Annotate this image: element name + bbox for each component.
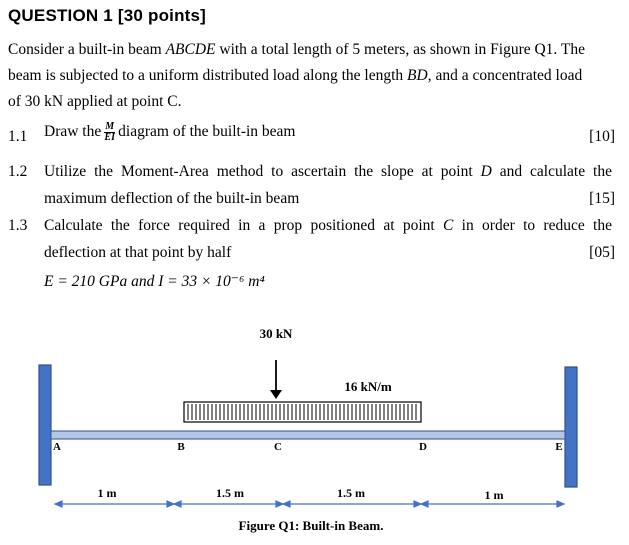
point-load-arrowhead	[270, 390, 282, 399]
point-label-a: A	[53, 441, 61, 453]
span-label-ab: 1 m	[97, 486, 117, 500]
q3-line-2: deflection at that point by half	[44, 244, 232, 261]
left-wall-support	[39, 365, 51, 485]
span-label-bc: 1.5 m	[216, 486, 244, 500]
point-label-d: D	[419, 441, 427, 453]
q2-number: 1.2	[8, 163, 28, 180]
beam-figure	[0, 310, 629, 545]
q1-marks: [10]	[589, 128, 615, 145]
point-label-c: C	[274, 441, 282, 453]
q2-marks: [15]	[589, 190, 615, 207]
q1-text: Draw the $\frac{M}{EI}$ diagram of the built-in beam	[44, 121, 296, 143]
intro-line-3: of 30 kN applied at point C.	[8, 93, 182, 110]
intro-line-1: Consider a built-in beam ABCDE with a total length of 5 meters, as shown in Figure Q1. The	[8, 41, 586, 58]
m-over-ei-fraction: $\frac{M}{EI}$	[104, 121, 115, 143]
right-wall-support	[565, 367, 577, 487]
q2-line-1: Utilize the Moment-Area method to ascertain the slope at point D and calculate the	[44, 163, 612, 180]
distributed-load	[184, 402, 421, 422]
beam	[51, 431, 565, 439]
q1-number: 1.1	[8, 128, 28, 145]
intro-paragraph	[8, 37, 585, 115]
q3-marks: [05]	[589, 244, 615, 261]
q2-line-2: maximum deflection of the built-in beam	[44, 190, 300, 207]
span-label-de: 1 m	[484, 488, 504, 502]
question-heading: QUESTION 1 [30 points]	[8, 6, 207, 25]
intro-line-2: beam is subjected to a uniform distributed load along the length BD, and a concentrated load	[8, 67, 583, 84]
span-label-cd: 1.5 m	[337, 486, 365, 500]
figure-caption: Figure Q1: Built-in Beam.	[238, 518, 384, 533]
point-load-label: 30 kN	[259, 326, 293, 341]
q3-line-1: Calculate the force required in a prop positioned at point C in order to reduce the	[44, 217, 612, 234]
q3-number: 1.3	[8, 217, 28, 234]
point-label-e: E	[555, 441, 563, 453]
material-properties: E = 210 GPa and I = 33 × 10⁻⁶ m⁴	[44, 273, 265, 290]
udl-label: 16 kN/m	[344, 379, 392, 394]
point-label-b: B	[177, 441, 185, 453]
